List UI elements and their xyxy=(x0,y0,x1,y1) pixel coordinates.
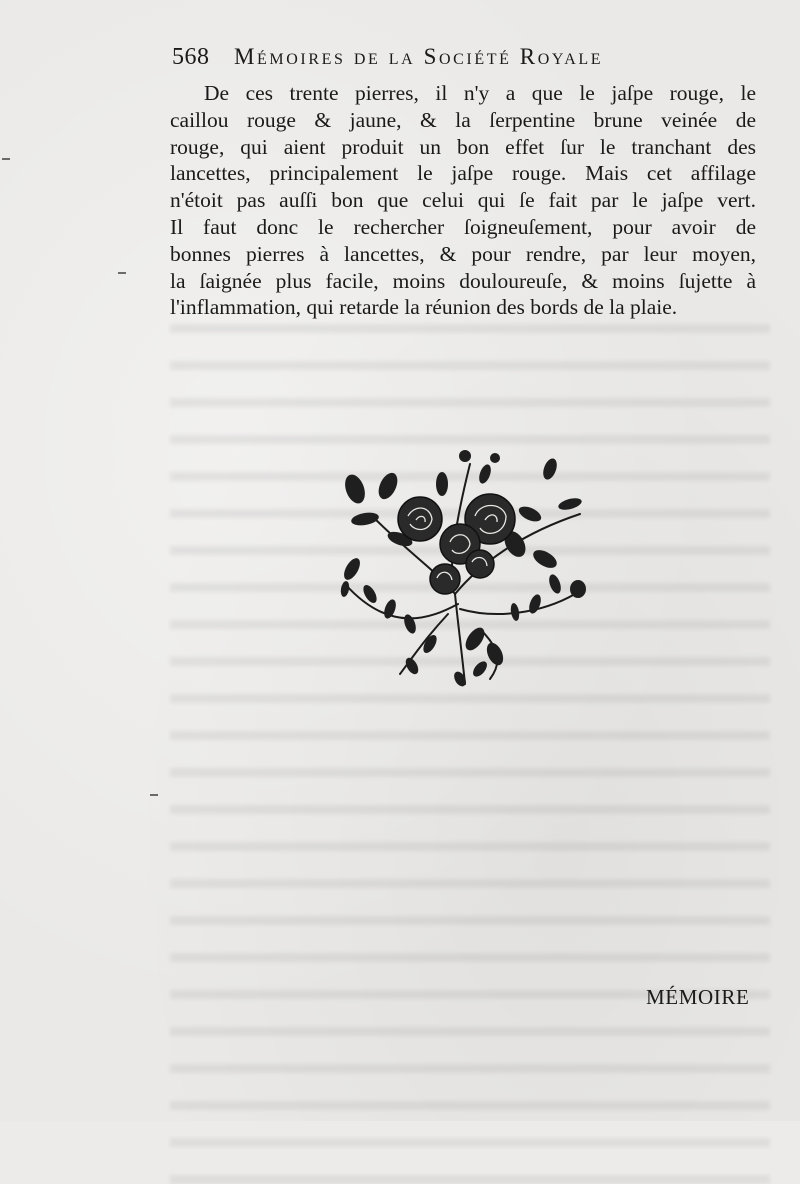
text-line: Il faut donc le rechercher ſoigneuſement, pour avoir de xyxy=(170,214,756,239)
margin-mark xyxy=(2,158,10,160)
margin-mark xyxy=(118,272,126,274)
page-number: 568 xyxy=(172,44,210,70)
running-head: Mémoires de la Société Royale xyxy=(234,44,604,69)
catchword: MÉMOIRE xyxy=(646,985,750,1009)
text-line: l'inflammation, qui retarde la réunion des bords de la plaie. xyxy=(170,295,678,320)
margin-mark xyxy=(150,794,158,796)
text-line: lancettes, principalement le jaſpe rouge. Mais cet affilage xyxy=(170,161,756,186)
text-line: la ſaignée plus facile, moins douloureuſe, & moins ſujette à xyxy=(170,268,756,293)
floral-bouquet-icon xyxy=(330,444,600,694)
text-line: n'étoit pas auſſi bon que celui qui ſe fait par le jaſpe vert. xyxy=(170,188,756,213)
text-line: bonnes pierres à lancettes, & pour rendre, par leur moyen, xyxy=(170,241,756,266)
text-line: rouge, qui aient produit un bon effet ſur le tranchant des xyxy=(170,134,756,159)
page-header xyxy=(172,44,762,76)
text-line: caillou rouge & jaune, & la ſerpentine brune veinée de xyxy=(170,107,756,132)
paragraph xyxy=(170,80,756,321)
text-line: De ces trente pierres, il n'y a que le jaſpe rouge, le xyxy=(204,81,756,105)
